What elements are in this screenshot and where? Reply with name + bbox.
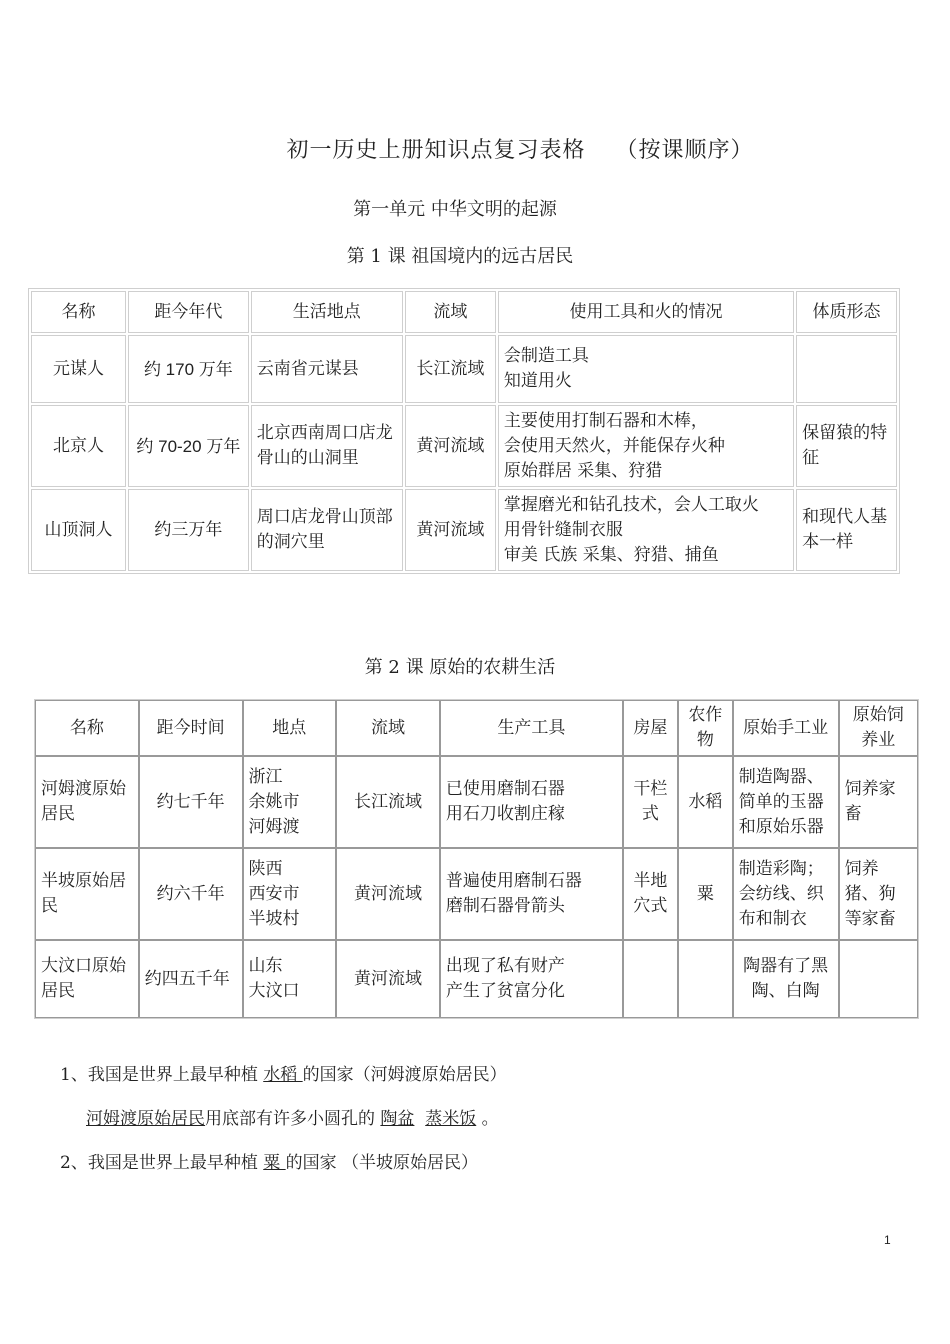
cell-crop bbox=[678, 940, 733, 1018]
col-header: 原始手工业 bbox=[733, 700, 839, 756]
tools-line: 用石刀收割庄稼 bbox=[445, 804, 565, 824]
cell-name: 大汶口原始居民 bbox=[35, 940, 139, 1018]
note-text: 1、我国是世界上最早种植 bbox=[60, 1065, 264, 1085]
table-row bbox=[31, 335, 897, 403]
col-header: 原始饲养业 bbox=[839, 700, 918, 756]
cell-place bbox=[243, 940, 337, 1018]
unit-heading: 第一单元 中华文明的起源 bbox=[353, 199, 557, 220]
note-1 bbox=[60, 1060, 507, 1085]
cell-place: 北京西南周口店龙骨山的山洞里 bbox=[251, 405, 403, 487]
tools-line: 会使用天然火，并能保存火种 bbox=[503, 435, 725, 456]
lesson2-table bbox=[34, 699, 919, 1019]
tools-line: 用骨针缝制衣服 bbox=[503, 519, 623, 540]
cell-place: 周口店龙骨山顶部的洞穴里 bbox=[251, 489, 403, 571]
lesson1-heading: 第 1 课 祖国境内的远古居民 bbox=[346, 246, 574, 267]
cell-crop: 水稻 bbox=[678, 756, 733, 848]
tools-line: 出现了私有财产 bbox=[445, 956, 565, 976]
table-row bbox=[31, 489, 897, 571]
place-line: 大汶口 bbox=[248, 981, 300, 1001]
cell-age: 约三万年 bbox=[128, 489, 249, 571]
tools-line: 磨制石器骨箭头 bbox=[445, 896, 565, 916]
place-line: 西安市 bbox=[248, 883, 300, 904]
note-subject: 河姆渡原始居民 bbox=[86, 1109, 205, 1129]
place-line: 余姚市 bbox=[248, 791, 300, 812]
cell-name: 北京人 bbox=[31, 405, 126, 487]
place-line: 浙江 bbox=[248, 766, 283, 787]
cell-time: 约七千年 bbox=[139, 756, 243, 848]
tools-line: 原始群居 采集、狩猎 bbox=[503, 460, 663, 481]
cell-age: 约 170 万年 bbox=[128, 335, 249, 403]
answer-blank: 粟 bbox=[263, 1153, 286, 1173]
title-text: 初一历史上册知识点复习表格 bbox=[286, 138, 586, 163]
cell-craft: 制造陶器、简单的玉器和原始乐器 bbox=[733, 756, 839, 848]
note-text: 的国家 （半坡原始居民） bbox=[285, 1153, 479, 1173]
lesson2-heading: 第 2 课 原始的农耕生活 bbox=[364, 657, 556, 678]
lesson1-table bbox=[28, 288, 900, 574]
cell-age: 约 70-20 万年 bbox=[128, 405, 249, 487]
cell-body: 保留猿的特征 bbox=[796, 405, 897, 487]
cell-tools bbox=[440, 940, 623, 1018]
cell-tools bbox=[440, 848, 623, 940]
cell-animal: 饲养猪、狗等家畜 bbox=[839, 848, 918, 940]
cell-house: 干栏式 bbox=[623, 756, 678, 848]
table-row bbox=[35, 756, 918, 848]
cell-basin: 黄河流域 bbox=[336, 940, 440, 1018]
cell-place bbox=[243, 848, 337, 940]
cell-house bbox=[623, 940, 678, 1018]
col-header: 流域 bbox=[405, 291, 496, 333]
col-header: 名称 bbox=[31, 291, 126, 333]
table-row bbox=[31, 405, 897, 487]
cell-basin: 黄河流域 bbox=[336, 848, 440, 940]
cell-body: 和现代人基本一样 bbox=[796, 489, 897, 571]
place-line: 陕西 bbox=[248, 858, 283, 879]
cell-craft: 陶器有了黑陶、白陶 bbox=[733, 940, 839, 1018]
table-header-row bbox=[35, 700, 918, 756]
cell-tools bbox=[498, 335, 794, 403]
tools-line: 知道用火 bbox=[503, 371, 572, 391]
note-text: 2、我国是世界上最早种植 bbox=[60, 1153, 264, 1173]
place-line: 河姆渡 bbox=[248, 816, 300, 837]
col-header: 房屋 bbox=[623, 700, 678, 756]
tools-line: 普遍使用磨制石器 bbox=[445, 871, 582, 891]
cell-place bbox=[243, 756, 337, 848]
cell-time: 约六千年 bbox=[139, 848, 243, 940]
document-title bbox=[0, 133, 950, 164]
cell-crop: 粟 bbox=[678, 848, 733, 940]
cell-craft: 制造彩陶；会纺线、织布和制衣 bbox=[733, 848, 839, 940]
col-header: 体质形态 bbox=[796, 291, 897, 333]
cell-basin: 长江流域 bbox=[336, 756, 440, 848]
cell-name: 河姆渡原始居民 bbox=[35, 756, 139, 848]
col-header: 地点 bbox=[243, 700, 337, 756]
col-header: 流域 bbox=[336, 700, 440, 756]
cell-basin: 长江流域 bbox=[405, 335, 496, 403]
cell-basin: 黄河流域 bbox=[405, 489, 496, 571]
col-header: 生产工具 bbox=[440, 700, 623, 756]
col-header: 距今时间 bbox=[139, 700, 243, 756]
note-1b bbox=[86, 1104, 499, 1129]
cell-tools bbox=[498, 489, 794, 571]
note-text: 用底部有许多小圆孔的 bbox=[205, 1109, 381, 1129]
table-header-row bbox=[31, 291, 897, 333]
note-text: 的国家（河姆渡原始居民） bbox=[302, 1065, 507, 1085]
col-header: 距今年代 bbox=[128, 291, 249, 333]
note-text: 。 bbox=[476, 1109, 499, 1129]
cell-name: 山顶洞人 bbox=[31, 489, 126, 571]
cell-time: 约四五千年 bbox=[139, 940, 243, 1018]
answer-blank: 水稻 bbox=[263, 1065, 303, 1085]
cell-tools bbox=[440, 756, 623, 848]
tools-line: 已使用磨制石器 bbox=[445, 779, 565, 799]
note-2 bbox=[60, 1148, 478, 1173]
cell-house: 半地穴式 bbox=[623, 848, 678, 940]
answer-blank: 陶盆 bbox=[380, 1109, 415, 1129]
cell-name: 半坡原始居民 bbox=[35, 848, 139, 940]
col-header: 生活地点 bbox=[251, 291, 403, 333]
col-header: 农作物 bbox=[678, 700, 733, 756]
col-header: 使用工具和火的情况 bbox=[498, 291, 794, 333]
cell-basin: 黄河流域 bbox=[405, 405, 496, 487]
place-line: 山东 bbox=[248, 956, 283, 976]
tools-line: 掌握磨光和钻孔技术，会人工取火 bbox=[503, 494, 759, 515]
page-number: 1 bbox=[884, 1233, 891, 1247]
cell-tools bbox=[498, 405, 794, 487]
cell-body bbox=[796, 335, 897, 403]
tools-line: 会制造工具 bbox=[503, 346, 589, 366]
col-header: 名称 bbox=[35, 700, 139, 756]
answer-blank: 蒸米饭 bbox=[425, 1109, 477, 1129]
table-row bbox=[35, 848, 918, 940]
place-line: 半坡村 bbox=[248, 908, 300, 929]
cell-place: 云南省元谋县 bbox=[251, 335, 403, 403]
tools-line: 审美 氏族 采集、狩猎、捕鱼 bbox=[503, 544, 719, 565]
cell-animal: 饲养家畜 bbox=[839, 756, 918, 848]
title-note: （按课顺序） bbox=[615, 138, 754, 163]
table-row bbox=[35, 940, 918, 1018]
cell-animal bbox=[839, 940, 918, 1018]
cell-name: 元谋人 bbox=[31, 335, 126, 403]
tools-line: 产生了贫富分化 bbox=[445, 981, 565, 1001]
tools-line: 主要使用打制石器和木棒， bbox=[503, 410, 708, 431]
